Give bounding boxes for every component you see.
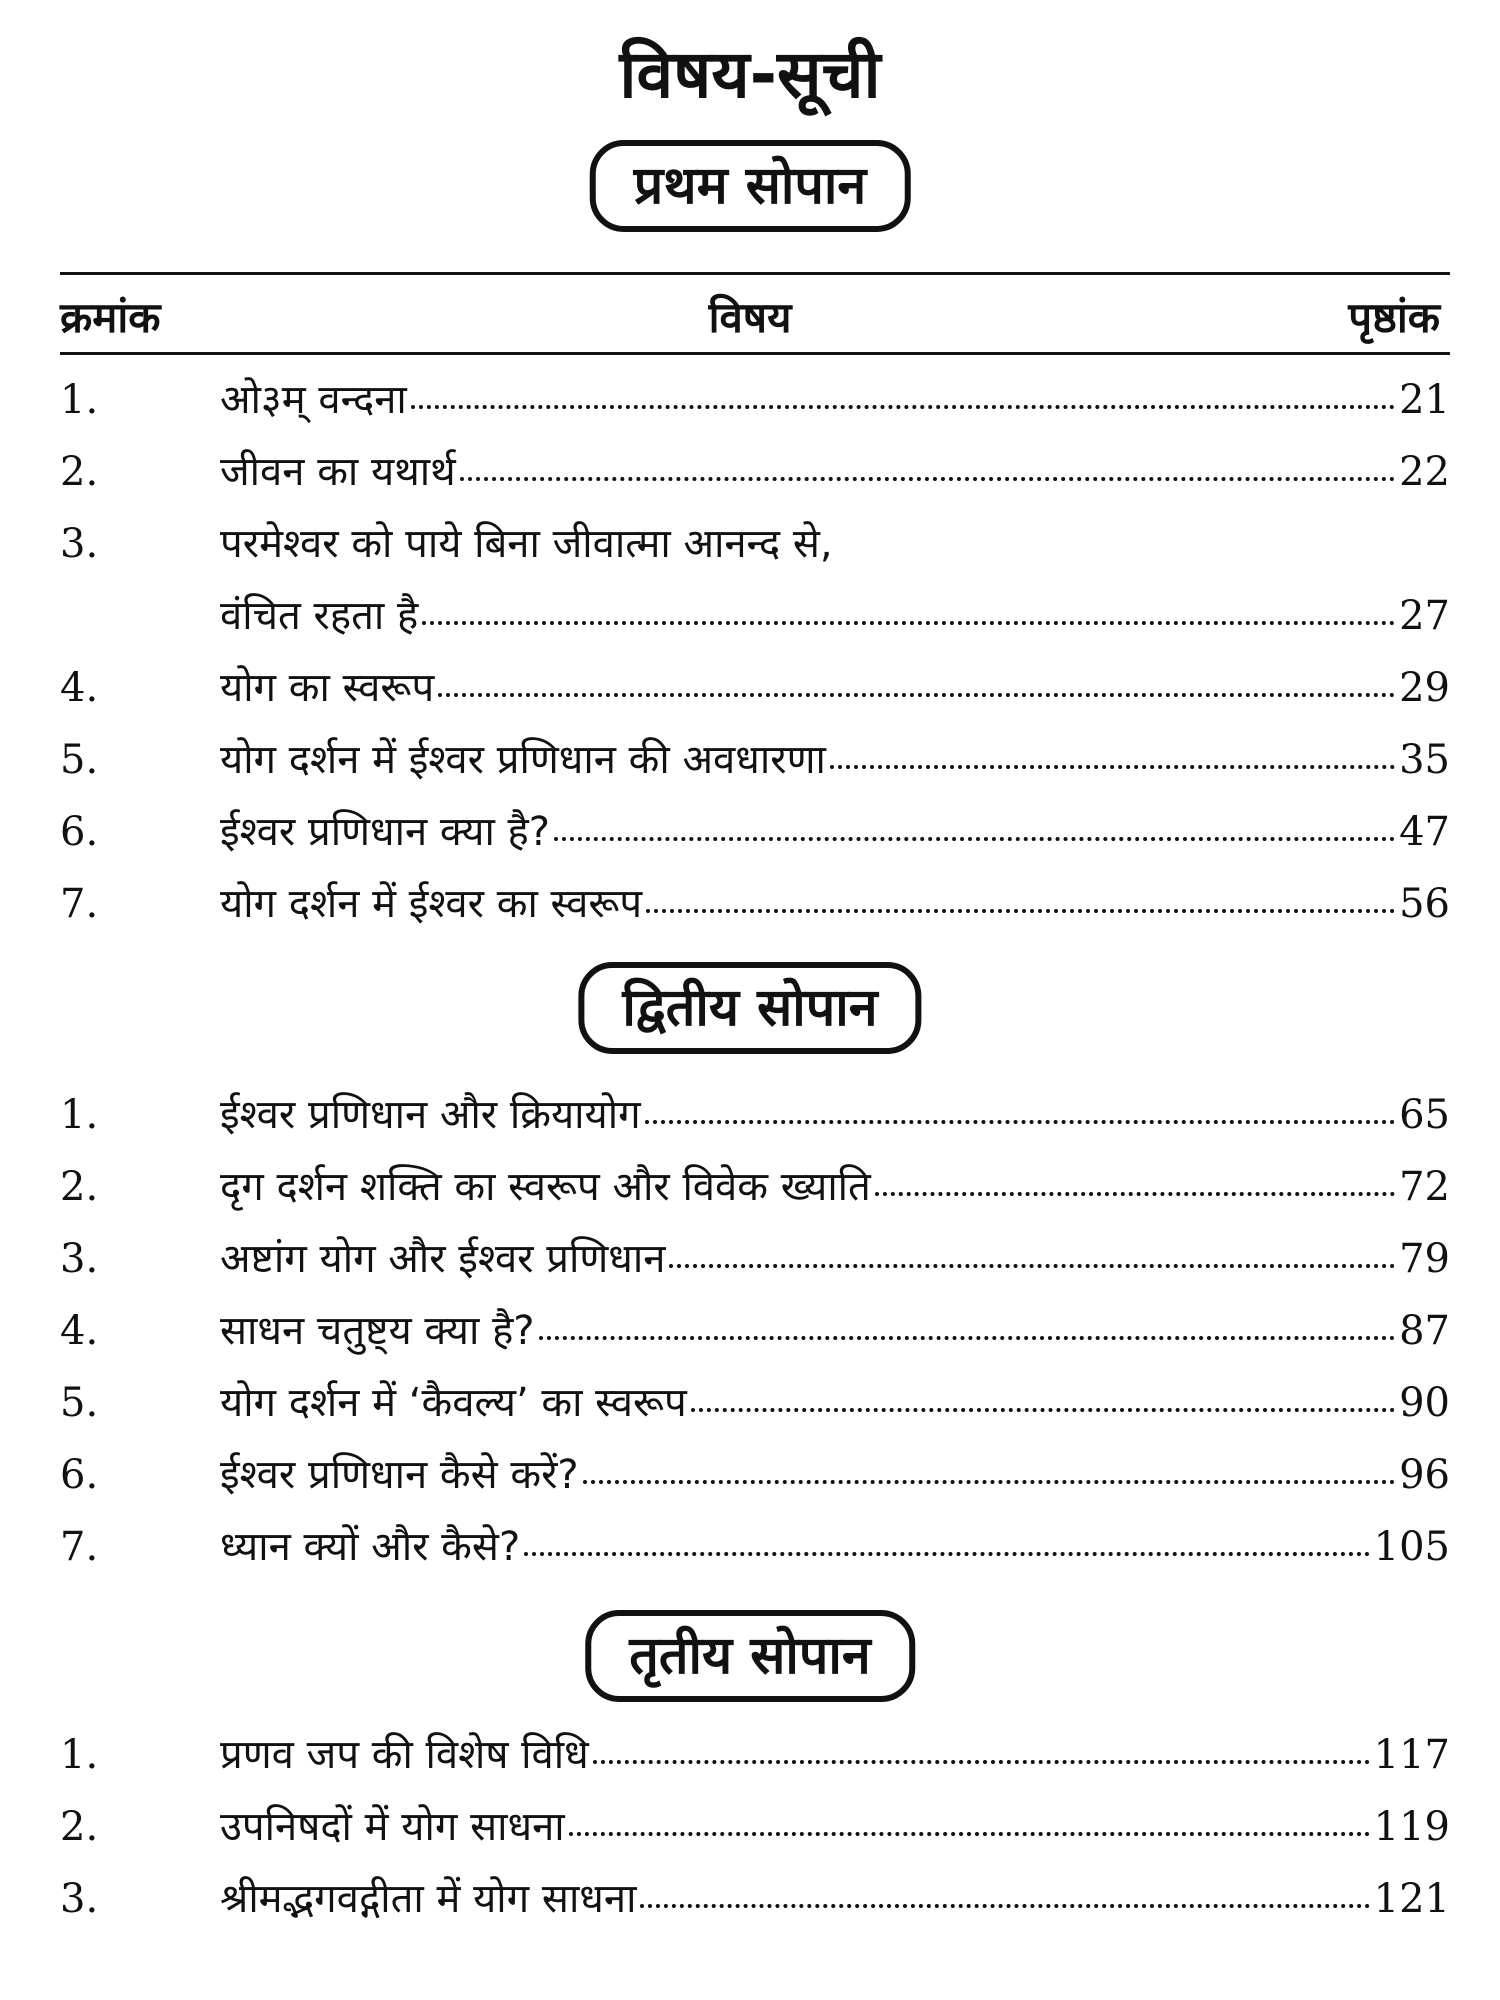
entry-title: योग दर्शन में ईश्वर प्रणिधान की अवधारणा (220, 737, 826, 783)
entry-number: 7. (60, 1524, 99, 1570)
entry-number: 3. (60, 1876, 99, 1922)
entry-title: योग दर्शन में ‘कैवल्य’ का स्वरूप (220, 1380, 687, 1426)
entry-title: साधन चतुष्ट्य क्या है? (220, 1308, 535, 1354)
entry-number: 3. (60, 1236, 99, 1282)
page-title: विषय-सूची (619, 36, 881, 113)
entry-number: 1. (60, 1732, 99, 1778)
entry-page: 21 (1399, 377, 1450, 423)
toc-row[interactable] (60, 1296, 1450, 1366)
entry-number: 1. (60, 377, 99, 423)
dot-leader (875, 1192, 1395, 1196)
dot-leader (593, 1760, 1370, 1764)
section-heading-2: द्वितीय सोपान (578, 962, 921, 1054)
entry-page: 79 (1399, 1236, 1450, 1282)
entry-number: 5. (60, 737, 99, 783)
entry-number: 6. (60, 809, 99, 855)
toc-row[interactable] (60, 869, 1450, 939)
toc-row[interactable] (60, 1792, 1450, 1862)
entry-page: 72 (1399, 1164, 1450, 1210)
entry-number: 2. (60, 449, 99, 495)
entry-title: प्रणव जप की विशेष विधि (220, 1732, 589, 1778)
toc-row[interactable] (60, 365, 1450, 435)
entry-number: 2. (60, 1164, 99, 1210)
entry-title: योग का स्वरूप (220, 665, 435, 711)
toc-row[interactable] (60, 1512, 1450, 1582)
entry-page: 22 (1399, 449, 1450, 495)
entry-number: 1. (60, 1092, 99, 1138)
entry-title: उपनिषदों में योग साधना (220, 1804, 565, 1850)
toc-row[interactable] (60, 1152, 1450, 1222)
toc-row[interactable] (60, 797, 1450, 867)
entry-title: जीवन का यथार्थ (220, 449, 456, 495)
dot-leader (460, 477, 1395, 481)
dot-leader (524, 1552, 1369, 1556)
entry-number: 7. (60, 881, 99, 927)
entry-title: परमेश्वर को पाये बिना जीवात्मा आनन्द से, (220, 521, 833, 567)
entry-title: श्रीमद्भगवद्गीता में योग साधना (220, 1876, 637, 1922)
dot-leader (645, 1120, 1396, 1124)
section-heading-3: तृतीय सोपान (585, 1610, 915, 1702)
entry-number: 4. (60, 1308, 99, 1354)
dot-leader (830, 765, 1395, 769)
toc-row-continuation[interactable] (60, 581, 1450, 651)
dot-leader (554, 837, 1395, 841)
toc-row[interactable] (60, 653, 1450, 723)
toc-row[interactable] (60, 1720, 1450, 1790)
entry-page: 96 (1399, 1452, 1450, 1498)
dot-leader (438, 693, 1395, 697)
entry-page: 56 (1399, 881, 1450, 927)
toc-row[interactable] (60, 1368, 1450, 1438)
header-topic: विषय (708, 293, 792, 342)
divider (60, 272, 1450, 275)
entry-number: 4. (60, 665, 99, 711)
divider (60, 352, 1450, 355)
entry-page: 29 (1399, 665, 1450, 711)
toc-row[interactable] (60, 437, 1450, 507)
entry-page: 119 (1373, 1804, 1450, 1850)
entry-page: 87 (1399, 1308, 1450, 1354)
entry-page: 121 (1373, 1876, 1450, 1922)
entry-number: 3. (60, 521, 99, 567)
toc-row[interactable] (60, 1440, 1450, 1510)
entry-title: ध्यान क्यों और कैसे? (220, 1524, 521, 1570)
entry-page: 65 (1399, 1092, 1450, 1138)
header-number: क्रमांक (60, 293, 161, 342)
toc-row[interactable] (60, 725, 1450, 795)
entry-number: 6. (60, 1452, 99, 1498)
dot-leader (539, 1336, 1396, 1340)
entry-page: 105 (1373, 1524, 1450, 1570)
dot-leader (640, 1904, 1369, 1908)
dot-leader (583, 1480, 1395, 1484)
entry-title-continued: वंचित रहता है (220, 593, 419, 639)
toc-row[interactable] (60, 1080, 1450, 1150)
header-page: पृष्ठांक (1348, 293, 1440, 342)
entry-title: ओ३म् वन्दना (220, 377, 407, 423)
entry-title: ईश्वर प्रणिधान कैसे करें? (220, 1452, 579, 1498)
entry-title: दृग दर्शन शक्ति का स्वरूप और विवेक ख्याति (220, 1164, 871, 1210)
toc-row[interactable] (60, 509, 1450, 579)
entry-number: 5. (60, 1380, 99, 1426)
entry-page: 47 (1399, 809, 1450, 855)
entry-title: योग दर्शन में ईश्वर का स्वरूप (220, 881, 643, 927)
entry-title: अष्टांग योग और ईश्वर प्रणिधान (220, 1236, 666, 1282)
dot-leader (646, 909, 1395, 913)
dot-leader (669, 1264, 1395, 1268)
dot-leader (411, 405, 1395, 409)
section-heading-1: प्रथम सोपान (590, 140, 911, 232)
entry-title: ईश्वर प्रणिधान और क्रियायोग (220, 1092, 641, 1138)
entry-page: 27 (1399, 593, 1450, 639)
entry-title: ईश्वर प्रणिधान क्या है? (220, 809, 551, 855)
entry-page: 35 (1399, 737, 1450, 783)
entry-page: 117 (1373, 1732, 1450, 1778)
entry-number: 2. (60, 1804, 99, 1850)
toc-row[interactable] (60, 1224, 1450, 1294)
dot-leader (422, 621, 1395, 625)
entry-page: 90 (1399, 1380, 1450, 1426)
toc-row[interactable] (60, 1864, 1450, 1934)
dot-leader (569, 1832, 1370, 1836)
dot-leader (691, 1408, 1395, 1412)
